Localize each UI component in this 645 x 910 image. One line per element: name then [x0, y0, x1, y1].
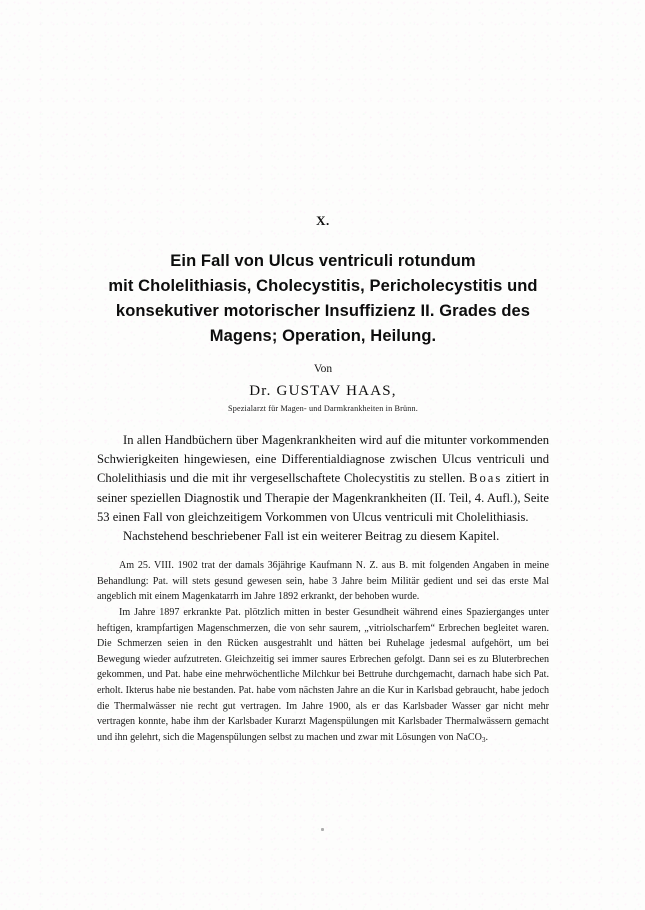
byline-von-label: Von: [313, 363, 333, 375]
title-line-3: konsekutiver motorischer Insuffizienz II. Grades des: [115, 302, 531, 320]
body-text: [97, 431, 549, 546]
chemical-formula-subscript: 3: [481, 735, 486, 744]
case-paragraph-2-part-2: .: [485, 731, 489, 743]
page-content: [97, 0, 549, 745]
chemical-formula: [456, 732, 485, 743]
case-paragraph-2: [97, 605, 549, 745]
body-paragraph-1-part-1: In allen Handbüchern über Magenkrankheiten wird auf die mitunter vorkommenden Schwierigkeiten hingewiesen, eine Differentialdiagnose zwischen Ulcus ventriculi und Cholelithiasis und die mit ihr vergesellschaftete Cholecystitis zu stellen.: [97, 433, 549, 486]
page-title: [97, 249, 549, 349]
author-affiliation: Spezialarzt für Magen- und Darmkrankheiten in Brünn.: [228, 404, 418, 413]
body-paragraph-2: Nachstehend beschriebener Fall ist ein weiterer Beitrag zu diesem Kapitel.: [123, 529, 500, 544]
case-paragraph-2-part-1: Im Jahre 1897 erkrankte Pat. plötzlich mitten in bester Gesundheit während eines Spazierganges unter heftigen, krampfartigen Magenschmerzen, die von sehr saurem, „vitriolscharfem“ Erbrechen begleitet waren. Die Schmerzen seien in den Rücken ausgestrahlt und hätten bei Ruhelage jedesmal aufgehört, um bei Bewegung wieder aufzutreten. Gleichzeitig sei immer saures Erbrechen gefolgt. Dann sei es zu Bluterbrechen gekommen, und Pat. habe eine mehrwöchentliche Milchkur bei Bettruhe durchgemacht, darnach habe sich Pat. erholt. Ikterus habe nie bestanden. Pat. habe vom nächsten Jahre an die Kur in Karlsbad gebraucht, habe jedoch die Thermalwässer nie recht gut vertragen. Im Jahre 1900, als er das Karlsbader Wasser gar nicht mehr vertragen konnte, habe ihm der Karlsbader Kurarzt Magenspülungen mit Karlsbader Thermalwässern gemacht und ihn gelehrt, sich die Magenspülungen selbst zu machen und zwar mit Lösungen von: [97, 607, 549, 743]
author-name: Dr. GUSTAV HAAS,: [249, 383, 397, 399]
title-line-4: Magens; Operation, Heilung.: [209, 327, 437, 345]
chapter-number: X.: [316, 213, 330, 228]
scan-speck: [321, 828, 324, 831]
case-history-text: [97, 558, 549, 745]
citation-author-boas: Boas: [469, 471, 503, 486]
chemical-formula-base: NaCO: [456, 731, 482, 743]
case-paragraph-1: Am 25. VIII. 1902 trat der damals 36jährige Kaufmann N. Z. aus B. mit folgenden Angaben in meine Behandlung: Pat. will stets gesund gewesen sein, habe 3 Jahre beim Militär gedient und sei das erste Mal angeblich mit einem Magenkatarrh im Jahre 1892 erkrankt, der behoben wurde.: [97, 560, 549, 603]
body-paragraph-1: [97, 431, 549, 527]
title-line-1: Ein Fall von Ulcus ventriculi rotundum: [170, 252, 476, 270]
body-paragraph-1-part-2: zitiert in seiner speziellen Diagnostik und Therapie der Magenkrankheiten (II. Teil, 4. Aufl.), Seite 53 einen Fall von gleichzeitigem Vorkommen von Ulcus ventriculi mit Cholelithiasis.: [97, 471, 549, 524]
title-line-2: mit Cholelithiasis, Cholecystitis, Pericholecystitis und: [108, 277, 538, 295]
